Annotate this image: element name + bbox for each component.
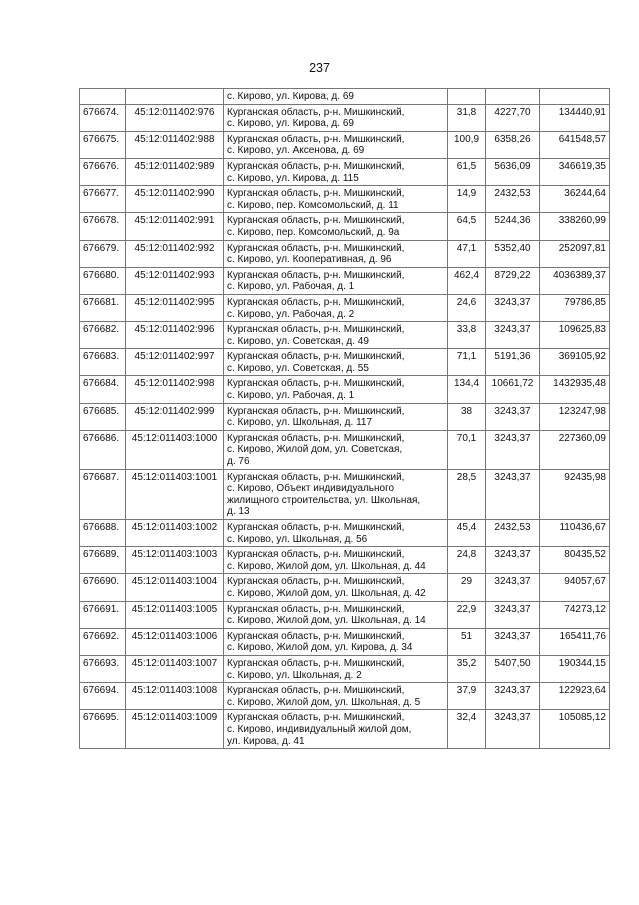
address [224,158,448,185]
area: 14,9 [448,186,486,213]
address-line: с. Кирово, ул. Советская, д. 55 [227,362,369,374]
table-row [80,403,610,430]
cost: 1432935,48 [540,376,610,403]
row-number: 676689. [80,547,126,574]
table-row [80,601,610,628]
cost: 123247,98 [540,403,610,430]
address-line: с. Кирово, ул. Советская, д. 49 [227,335,369,347]
row-number: 676692. [80,628,126,655]
rate: 4227,70 [486,104,540,131]
cadastral-number: 45:12:011402:989 [126,158,224,185]
address [224,710,448,749]
area: 134,4 [448,376,486,403]
table-row [80,158,610,185]
rate: 8729,22 [486,267,540,294]
cadastral-number [126,89,224,105]
address [224,186,448,213]
cost: 94057,67 [540,574,610,601]
address-line: с. Кирово, Жилой дом, ул. Школьная, д. 14 [227,615,426,627]
table-row [80,240,610,267]
address-line: Курганская область, р-н. Мишкинский, [227,432,405,444]
rate: 3243,37 [486,628,540,655]
rate: 5244,36 [486,213,540,240]
address [224,267,448,294]
address-line: Курганская область, р-н. Мишкинский, [227,106,405,118]
cost: 338260,99 [540,213,610,240]
cadastral-number: 45:12:011402:988 [126,131,224,158]
address-line: с. Кирово, пер. Комсомольский, д. 9а [227,226,400,238]
address-line: Курганская область, р-н. Мишкинский, [227,378,405,390]
rate: 2432,53 [486,186,540,213]
table-row-continuation [80,89,610,105]
address-line: с. Кирово, ул. Рабочая, д. 2 [227,308,355,320]
row-number: 676686. [80,430,126,469]
address-line: с. Кирово, ул. Кирова, д. 69 [227,118,354,130]
cadastral-number: 45:12:011402:993 [126,267,224,294]
rate: 3243,37 [486,683,540,710]
row-number: 676676. [80,158,126,185]
rate: 3243,37 [486,601,540,628]
address-line: Курганская область, р-н. Мишкинский, [227,549,405,561]
area: 462,4 [448,267,486,294]
cost: 105085,12 [540,710,610,749]
cadastral-number: 45:12:011402:999 [126,403,224,430]
address [224,213,448,240]
area: 47,1 [448,240,486,267]
address-line: с. Кирово, ул. Рабочая, д. 1 [227,390,355,402]
cost: 165411,76 [540,628,610,655]
address-line: Курганская область, р-н. Мишкинский, [227,603,405,615]
table-row [80,430,610,469]
row-number: 676687. [80,469,126,519]
area [448,89,486,105]
cadastral-number: 45:12:011403:1009 [126,710,224,749]
cost: 190344,15 [540,655,610,682]
rate: 5407,50 [486,655,540,682]
row-number: 676691. [80,601,126,628]
address [224,89,448,105]
cost: 252097,81 [540,240,610,267]
address-line: Курганская область, р-н. Мишкинский, [227,657,405,669]
table-row [80,574,610,601]
cost: 227360,09 [540,430,610,469]
area: 24,6 [448,294,486,321]
address [224,628,448,655]
table-row [80,683,610,710]
address-line: с. Кирово, ул. Кооперативная, д. 96 [227,254,392,266]
address [224,574,448,601]
rate: 6358,26 [486,131,540,158]
table-row [80,655,610,682]
address-line: с. Кирово, ул. Школьная, д. 56 [227,533,368,545]
address-line: Курганская область, р-н. Мишкинский, [227,324,405,336]
address-line: с. Кирово, Жилой дом, ул. Кирова, д. 34 [227,642,413,654]
rate: 2432,53 [486,520,540,547]
table-row [80,349,610,376]
address-line: с. Кирово, ул. Рабочая, д. 1 [227,281,355,293]
row-number: 676695. [80,710,126,749]
address-line: с. Кирово, ул. Аксенова, д. 69 [227,145,365,157]
cadastral-number: 45:12:011402:992 [126,240,224,267]
address [224,520,448,547]
area: 100,9 [448,131,486,158]
table-row [80,294,610,321]
row-number: 676694. [80,683,126,710]
rate: 5352,40 [486,240,540,267]
cadastral-number: 45:12:011402:998 [126,376,224,403]
address-line: Курганская область, р-н. Мишкинский, [227,242,405,254]
address-line: с. Кирово, Жилой дом, ул. Школьная, д. 5 [227,696,421,708]
address-line: жилищного строительства, ул. Школьная, [227,494,421,506]
address-line: Курганская область, р-н. Мишкинский, [227,351,405,363]
cost: 134440,91 [540,104,610,131]
cost: 641548,57 [540,131,610,158]
cadastral-number: 45:12:011402:991 [126,213,224,240]
address-line: Курганская область, р-н. Мишкинский, [227,133,405,145]
cost: 74273,12 [540,601,610,628]
row-number: 676679. [80,240,126,267]
address [224,349,448,376]
area: 22,9 [448,601,486,628]
area: 71,1 [448,349,486,376]
address-line: с. Кирово, Жилой дом, ул. Советская, [227,444,403,456]
cadastral-number: 45:12:011403:1000 [126,430,224,469]
cost: 369105,92 [540,349,610,376]
rate: 3243,37 [486,574,540,601]
address [224,683,448,710]
rate: 10661,72 [486,376,540,403]
row-number: 676681. [80,294,126,321]
table-row [80,267,610,294]
rate: 3243,37 [486,403,540,430]
table-row [80,186,610,213]
table-row [80,376,610,403]
cost: 92435,98 [540,469,610,519]
address-line: Курганская область, р-н. Мишкинский, [227,576,405,588]
address-line: Курганская область, р-н. Мишкинский, [227,215,405,227]
row-number: 676677. [80,186,126,213]
address [224,469,448,519]
cadastral-number: 45:12:011403:1006 [126,628,224,655]
rate: 3243,37 [486,547,540,574]
address-line: Курганская область, р-н. Мишкинский, [227,188,405,200]
cadastral-number: 45:12:011402:990 [126,186,224,213]
row-number: 676693. [80,655,126,682]
address-line: с. Кирово, Жилой дом, ул. Школьная, д. 44 [227,560,426,572]
cadastral-number: 45:12:011403:1007 [126,655,224,682]
address-line: с. Кирово, ул. Кирова, д. 69 [227,91,354,102]
rate: 3243,37 [486,294,540,321]
rate: 3243,37 [486,430,540,469]
row-number: 676684. [80,376,126,403]
area: 33,8 [448,322,486,349]
area: 35,2 [448,655,486,682]
address [224,601,448,628]
cost [540,89,610,105]
row-number: 676683. [80,349,126,376]
cadastral-number: 45:12:011403:1005 [126,601,224,628]
address [224,376,448,403]
cadastral-number: 45:12:011403:1008 [126,683,224,710]
address [224,104,448,131]
address-line: ул. Кирова, д. 41 [227,735,305,747]
area: 64,5 [448,213,486,240]
address-line: с. Кирово, Объект индивидуального [227,483,395,495]
address [224,655,448,682]
area: 70,1 [448,430,486,469]
table-row [80,213,610,240]
area: 24,8 [448,547,486,574]
address-line: Курганская область, р-н. Мишкинский, [227,685,405,697]
table-row [80,520,610,547]
area: 28,5 [448,469,486,519]
table-row [80,628,610,655]
area: 37,9 [448,683,486,710]
address [224,240,448,267]
address [224,430,448,469]
cost: 110436,67 [540,520,610,547]
cost: 346619,35 [540,158,610,185]
rate: 5191,36 [486,349,540,376]
address-line: Курганская область, р-н. Мишкинский, [227,296,405,308]
address-line: Курганская область, р-н. Мишкинский, [227,160,405,172]
area: 31,8 [448,104,486,131]
cadastral-number: 45:12:011402:976 [126,104,224,131]
address-line: Курганская область, р-н. Мишкинский, [227,471,405,483]
page-number: 237 [309,61,330,75]
table-row [80,710,610,749]
row-number: 676674. [80,104,126,131]
address-line: д. 76 [227,456,250,468]
address [224,294,448,321]
cost: 122923,64 [540,683,610,710]
address-line: Курганская область, р-н. Мишкинский, [227,269,405,281]
row-number: 676690. [80,574,126,601]
area: 61,5 [448,158,486,185]
cost: 79786,85 [540,294,610,321]
address [224,403,448,430]
cadastral-table [79,88,610,749]
address-line: с. Кирово, Жилой дом, ул. Школьная, д. 42 [227,587,426,599]
cadastral-number: 45:12:011402:995 [126,294,224,321]
area: 32,4 [448,710,486,749]
cost: 80435,52 [540,547,610,574]
cost: 109625,83 [540,322,610,349]
address-line: Курганская область, р-н. Мишкинский, [227,405,405,417]
table-row [80,547,610,574]
address [224,322,448,349]
address-line: с. Кирово, ул. Кирова, д. 115 [227,172,359,184]
area: 51 [448,628,486,655]
cadastral-number: 45:12:011403:1004 [126,574,224,601]
row-number: 676682. [80,322,126,349]
rate: 3243,37 [486,710,540,749]
table-row [80,104,610,131]
table-row [80,469,610,519]
cadastral-number: 45:12:011403:1001 [126,469,224,519]
row-number [80,89,126,105]
cadastral-number: 45:12:011402:997 [126,349,224,376]
cadastral-number: 45:12:011403:1002 [126,520,224,547]
row-number: 676675. [80,131,126,158]
row-number: 676685. [80,403,126,430]
rate: 3243,37 [486,469,540,519]
rate [486,89,540,105]
address-line: с. Кирово, ул. Школьная, д. 117 [227,417,373,429]
rate: 5636,09 [486,158,540,185]
table-row [80,131,610,158]
address-line: с. Кирово, индивидуальный жилой дом, [227,723,412,735]
row-number: 676688. [80,520,126,547]
area: 29 [448,574,486,601]
cadastral-number: 45:12:011402:996 [126,322,224,349]
area: 45,4 [448,520,486,547]
table-row [80,322,610,349]
address-line: Курганская область, р-н. Мишкинский, [227,712,405,724]
cadastral-number: 45:12:011403:1003 [126,547,224,574]
area: 38 [448,403,486,430]
address [224,131,448,158]
address-line: с. Кирово, ул. Школьная, д. 2 [227,669,362,681]
cost: 4036389,37 [540,267,610,294]
address-line: с. Кирово, пер. Комсомольский, д. 11 [227,199,399,211]
table-body [80,89,610,749]
address-line: д. 13 [227,506,250,518]
address-line: Курганская область, р-н. Мишкинский, [227,522,405,533]
row-number: 676680. [80,267,126,294]
row-number: 676678. [80,213,126,240]
address-line: Курганская область, р-н. Мишкинский, [227,630,405,642]
address [224,547,448,574]
rate: 3243,37 [486,322,540,349]
cost: 36244,64 [540,186,610,213]
